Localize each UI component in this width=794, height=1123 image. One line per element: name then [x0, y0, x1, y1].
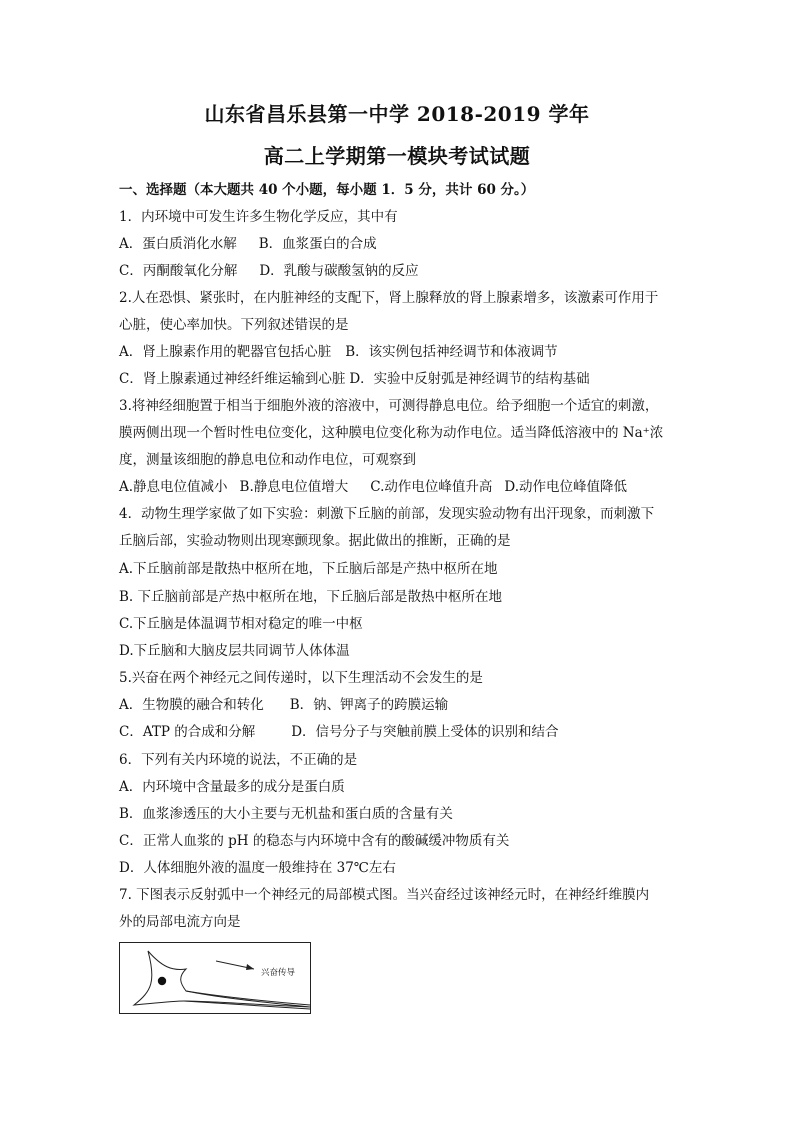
question-5-options-cd — [119, 723, 559, 741]
q5-option-d: D．信号分子与突触前膜上受体的识别和结合 — [291, 724, 559, 740]
q6-option-a: A．内环境中含量最多的成分是蛋白质 — [119, 779, 345, 795]
q2-option-c: C．肾上腺素通过神经纤维运输到心脏 — [119, 371, 346, 387]
question-6-stem: 6．下列有关内环境的说法，不正确的是 — [119, 752, 358, 768]
question-7-stem-2: 外的局部电流方向是 — [119, 914, 241, 930]
q1-option-b: B．血浆蛋白的合成 — [258, 236, 377, 252]
question-4-stem-2: 丘脑后部，实验动物则出现寒颤现象。据此做出的推断，正确的是 — [119, 533, 511, 549]
q4-option-b: B. 下丘脑前部是产热中枢所在地，下丘脑后部是散热中枢所在地 — [119, 589, 503, 605]
q5-option-a: A．生物膜的融合和转化 — [119, 697, 264, 713]
q2-option-d: D．实验中反射弧是神经调节的结构基础 — [349, 371, 590, 387]
exam-title-line2: 高二上学期第一模块考试试题 — [263, 144, 531, 168]
axon-line-upper — [186, 991, 310, 1005]
neuron-svg — [120, 943, 312, 1015]
question-4-stem-1: 4．动物生理学家做了如下实验：刺激下丘脑的前部，发现实验动物有出汗现象，而刺激下 — [119, 506, 655, 522]
q4-option-d: D.下丘脑和大脑皮层共同调节人体体温 — [119, 643, 350, 659]
neuron-nucleus — [158, 977, 166, 985]
question-1-stem: 1．内环境中可发生许多生物化学反应，其中有 — [119, 209, 398, 225]
q1-option-d: D．乳酸与碳酸氢钠的反应 — [259, 263, 419, 279]
q3-option-b: B.静息电位值增大 — [239, 479, 349, 495]
question-2-stem-2: 心脏，使心率加快。下列叙述错误的是 — [119, 317, 349, 333]
figure-label-conduction: 兴奋传导 — [261, 968, 296, 978]
question-2-options-ab — [119, 343, 558, 361]
exam-title-line1: 山东省昌乐县第一中学 2018-2019 学年 — [204, 102, 590, 126]
q3-option-a: A.静息电位值减小 — [119, 479, 228, 495]
q5-option-b: B．钠、钾离子的跨膜运输 — [289, 697, 449, 713]
q6-option-b: B．血浆渗透压的大小主要与无机盐和蛋白质的含量有关 — [119, 806, 453, 822]
q5-option-c: C．ATP 的合成和分解 — [119, 724, 256, 740]
q1-option-c: C．丙酮酸氧化分解 — [119, 263, 238, 279]
q4-option-c: C.下丘脑是体温调节相对稳定的唯一中枢 — [119, 616, 363, 632]
question-1-options-ab — [119, 235, 377, 253]
question-1-options-cd — [119, 262, 419, 280]
question-3-stem-1: 3.将神经细胞置于相当于细胞外液的溶液中，可测得静息电位。给予细胞一个适宜的刺激， — [119, 398, 659, 414]
q6-option-d: D．人体细胞外液的温度一般维持在 37℃左右 — [119, 860, 396, 876]
neuron-diagram — [119, 942, 311, 1014]
question-5-stem: 5.兴奋在两个神经元之间传递时，以下生理活动不会发生的是 — [119, 670, 483, 686]
question-7-stem-1: 7. 下图表示反射弧中一个神经元的局部模式图。当兴奋经过该神经元时，在神经纤维膜内 — [119, 887, 650, 903]
q3-option-c: C.动作电位峰值升高 — [370, 479, 493, 495]
question-3-stem-2: 膜两侧出现一个暂时性电位变化，这种膜电位变化称为动作电位。适当降低溶液中的 Na⁺浓 — [119, 425, 664, 441]
question-3-options — [119, 478, 627, 496]
q2-option-a: A．肾上腺素作用的靶器官包括心脏 — [119, 344, 332, 360]
question-2-stem-1: 2.人在恐惧、紧张时，在内脏神经的支配下，肾上腺释放的肾上腺素增多，该激素可作用于 — [119, 290, 659, 306]
q4-option-a: A.下丘脑前部是散热中枢所在地，下丘脑后部是产热中枢所在地 — [119, 561, 498, 577]
q1-option-a: A．蛋白质消化水解 — [119, 236, 237, 252]
section-heading: 一、选择题（本大题共 40 个小题，每小题 1．5 分，共计 60 分。） — [119, 182, 535, 198]
question-5-options-ab — [119, 696, 448, 714]
question-2-options-cd — [119, 370, 590, 388]
q3-option-d: D.动作电位峰值降低 — [504, 479, 628, 495]
q2-option-b: B．该实例包括神经调节和体液调节 — [345, 344, 558, 360]
question-3-stem-3: 度，测量该细胞的静息电位和动作电位，可观察到 — [119, 452, 416, 468]
conduction-arrow-head — [246, 964, 254, 970]
q6-option-c: C．正常人血浆的 pH 的稳态与内环境中含有的酸碱缓冲物质有关 — [119, 833, 510, 849]
